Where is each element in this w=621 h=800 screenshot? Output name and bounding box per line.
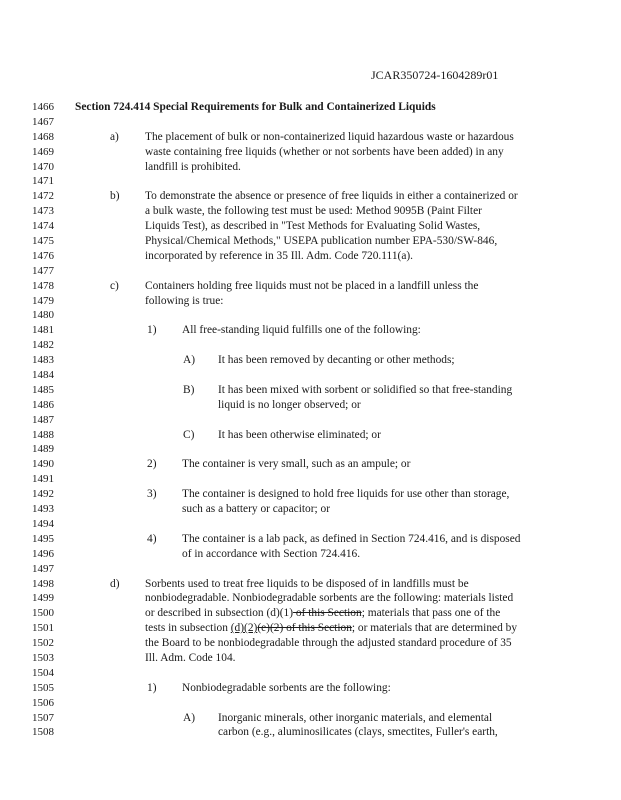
document-line xyxy=(0,174,621,189)
line-number: 1466 xyxy=(32,101,54,113)
line-number: 1506 xyxy=(32,696,54,709)
document-id-header: JCAR350724-1604289r01 xyxy=(371,68,499,82)
document-line xyxy=(0,517,621,532)
document-line xyxy=(0,621,621,636)
text-segment: waste containing free liquids (whether or not sorbents have been added) in any xyxy=(145,145,504,158)
document-line xyxy=(0,279,621,294)
line-number: 1475 xyxy=(32,235,54,248)
document-line xyxy=(0,696,621,711)
text-segment: The container is very small, such as an ampule; or xyxy=(182,458,411,471)
line-number: 1490 xyxy=(32,458,54,471)
document-line xyxy=(0,532,621,547)
line-text xyxy=(182,457,410,472)
text-segment: or described in subsection (d)(1) xyxy=(145,607,294,620)
text-segment: It has been otherwise eliminated; or xyxy=(218,428,381,441)
list-marker: 4) xyxy=(147,532,157,545)
document-line xyxy=(0,457,621,472)
text-segment: It has been mixed with sorbent or solidified so that free-standing xyxy=(218,383,513,396)
text-segment: All free-standing liquid fulfills one of the following: xyxy=(182,324,421,337)
line-text xyxy=(218,383,512,398)
list-marker: c) xyxy=(110,279,119,292)
list-marker: 1) xyxy=(147,324,157,337)
line-text xyxy=(218,428,381,443)
line-text xyxy=(145,145,504,160)
text-segment: Sorbents used to treat free liquids to be disposed of in landfills must be xyxy=(145,577,469,590)
text-segment: To demonstrate the absence or presence of free liquids in either a containerized or xyxy=(145,190,518,203)
line-number: 1499 xyxy=(32,592,54,605)
line-number: 1498 xyxy=(32,577,54,590)
document-line xyxy=(0,487,621,502)
line-text xyxy=(145,189,518,204)
line-text xyxy=(145,591,513,606)
list-marker: A) xyxy=(183,354,196,367)
line-number: 1487 xyxy=(32,413,54,426)
line-number: 1472 xyxy=(32,190,54,203)
line-text xyxy=(218,711,492,726)
line-number: 1495 xyxy=(32,532,54,545)
document-line xyxy=(0,264,621,279)
document-line xyxy=(0,398,621,413)
line-text xyxy=(145,234,497,249)
list-marker: A) xyxy=(183,711,196,724)
line-number: 1468 xyxy=(32,130,54,143)
line-number: 1467 xyxy=(32,115,54,128)
text-segment: Liquids Test), as described in "Test Methods for Evaluating Solid Wastes, xyxy=(145,220,481,233)
text-segment: the Board to be nonbiodegradable through the adjusted standard procedure of 35 xyxy=(145,637,512,650)
list-marker: 3) xyxy=(147,488,157,501)
text-segment: nonbiodegradable. Nonbiodegradable sorbents are the following: materials listed xyxy=(145,592,514,605)
list-marker: 2) xyxy=(147,458,157,471)
list-marker: B) xyxy=(183,383,195,396)
line-number: 1492 xyxy=(32,488,54,501)
document-line xyxy=(0,383,621,398)
text-segment: Inorganic minerals, other inorganic materials, and elemental xyxy=(218,711,493,724)
text-segment: Section 724.414 Special Requirements for Bulk and Containerized Liquids xyxy=(75,101,436,113)
document-line xyxy=(0,502,621,517)
line-number: 1480 xyxy=(32,309,54,322)
line-number: 1478 xyxy=(32,279,54,292)
line-number: 1477 xyxy=(32,264,54,277)
line-text xyxy=(145,606,500,621)
line-number: 1481 xyxy=(32,324,54,337)
line-number: 1469 xyxy=(32,145,54,158)
document-line xyxy=(0,100,621,115)
document-line xyxy=(0,323,621,338)
document-line xyxy=(0,219,621,234)
line-text xyxy=(145,651,236,666)
line-text xyxy=(182,547,360,562)
line-number: 1500 xyxy=(32,607,54,620)
line-text xyxy=(145,621,517,636)
line-text xyxy=(218,398,361,413)
document-line xyxy=(0,711,621,726)
text-segment: Containers holding free liquids must not be placed in a landfill unless the xyxy=(145,279,479,292)
document-line xyxy=(0,651,621,666)
text-segment: The container is designed to hold free liquids for use other than storage, xyxy=(182,488,510,501)
document-line xyxy=(0,160,621,175)
section-heading xyxy=(75,100,436,115)
document-line xyxy=(0,130,621,145)
list-marker: 1) xyxy=(147,681,157,694)
document-line xyxy=(0,442,621,457)
line-number: 1473 xyxy=(32,205,54,218)
document-line xyxy=(0,725,621,740)
text-segment: liquid is no longer observed; or xyxy=(218,398,361,411)
document-line xyxy=(0,145,621,160)
line-text xyxy=(182,681,391,696)
document-line xyxy=(0,666,621,681)
document-line xyxy=(0,338,621,353)
inserted-text: (d)(2) xyxy=(230,622,258,635)
line-text xyxy=(218,353,455,368)
text-segment: Ill. Adm. Code 104. xyxy=(145,651,236,664)
line-number: 1496 xyxy=(32,547,54,560)
document-line xyxy=(0,249,621,264)
line-number: 1482 xyxy=(32,339,54,352)
line-number: 1497 xyxy=(32,562,54,575)
text-segment: Nonbiodegradable sorbents are the following: xyxy=(182,681,391,694)
document-body xyxy=(0,100,621,740)
line-text xyxy=(145,160,241,175)
text-segment: The placement of bulk or non-containerized liquid hazardous waste or hazardous xyxy=(145,130,514,143)
text-segment: The container is a lab pack, as defined in Section 724.416, and is disposed xyxy=(182,532,521,545)
line-text xyxy=(145,294,223,309)
line-text xyxy=(182,532,520,547)
document-line xyxy=(0,606,621,621)
line-number: 1476 xyxy=(32,249,54,262)
line-number: 1493 xyxy=(32,503,54,516)
line-text xyxy=(145,204,482,219)
document-line xyxy=(0,189,621,204)
text-segment: ; materials that pass one of the xyxy=(361,607,501,620)
line-text xyxy=(182,502,330,517)
line-number: 1504 xyxy=(32,666,54,679)
line-text xyxy=(145,130,514,145)
list-marker: a) xyxy=(110,130,119,143)
document-line xyxy=(0,472,621,487)
text-segment: a bulk waste, the following test must be used: Method 9095B (Paint Filter xyxy=(145,205,482,218)
document-line xyxy=(0,368,621,383)
text-segment: following is true: xyxy=(145,294,224,307)
text-segment: ; or materials that are determined by xyxy=(351,622,518,635)
list-marker: C) xyxy=(183,428,195,441)
text-segment: landfill is prohibited. xyxy=(145,160,241,173)
list-marker: b) xyxy=(110,190,120,203)
document-line xyxy=(0,413,621,428)
line-text xyxy=(182,323,421,338)
line-number: 1485 xyxy=(32,383,54,396)
line-text xyxy=(145,249,413,264)
line-number: 1502 xyxy=(32,637,54,650)
text-segment: It has been removed by decanting or other methods; xyxy=(218,354,455,367)
line-number: 1489 xyxy=(32,443,54,456)
line-text xyxy=(145,577,469,592)
text-segment: carbon (e.g., aluminosilicates (clays, smectites, Fuller's earth, xyxy=(218,726,498,739)
document-line xyxy=(0,681,621,696)
deleted-text: (e)(2) of this Section xyxy=(257,622,352,635)
document-line xyxy=(0,428,621,443)
line-text xyxy=(145,279,478,294)
line-number: 1507 xyxy=(32,711,54,724)
text-segment: incorporated by reference in 35 Ill. Adm. Code 720.111(a). xyxy=(145,249,414,262)
line-number: 1470 xyxy=(32,160,54,173)
document-line xyxy=(0,294,621,309)
line-number: 1501 xyxy=(32,622,54,635)
line-number: 1491 xyxy=(32,473,54,486)
line-text xyxy=(182,487,509,502)
text-segment: of in accordance with Section 724.416. xyxy=(182,547,361,560)
text-segment: Physical/Chemical Methods," USEPA publication number EPA-530/SW-846, xyxy=(145,235,498,248)
line-number: 1483 xyxy=(32,354,54,367)
line-text xyxy=(218,725,498,740)
line-number: 1505 xyxy=(32,681,54,694)
line-number: 1486 xyxy=(32,398,54,411)
document-line xyxy=(0,636,621,651)
text-segment: such as a battery or capacitor; or xyxy=(182,503,331,516)
document-line xyxy=(0,204,621,219)
line-number: 1488 xyxy=(32,428,54,441)
document-line xyxy=(0,308,621,323)
document-line xyxy=(0,547,621,562)
line-number: 1471 xyxy=(32,175,54,188)
line-text xyxy=(145,219,480,234)
line-number: 1503 xyxy=(32,651,54,664)
line-number: 1508 xyxy=(32,726,54,739)
line-number: 1479 xyxy=(32,294,54,307)
document-line xyxy=(0,591,621,606)
document-line xyxy=(0,577,621,592)
document-line xyxy=(0,234,621,249)
document-line xyxy=(0,353,621,368)
text-segment: tests in subsection xyxy=(145,622,231,635)
line-number: 1474 xyxy=(32,220,54,233)
document-line xyxy=(0,562,621,577)
list-marker: d) xyxy=(110,577,120,590)
line-number: 1494 xyxy=(32,517,54,530)
line-text xyxy=(145,636,512,651)
line-number: 1484 xyxy=(32,369,54,382)
document-line xyxy=(0,115,621,130)
deleted-text: of this Section xyxy=(293,607,362,620)
